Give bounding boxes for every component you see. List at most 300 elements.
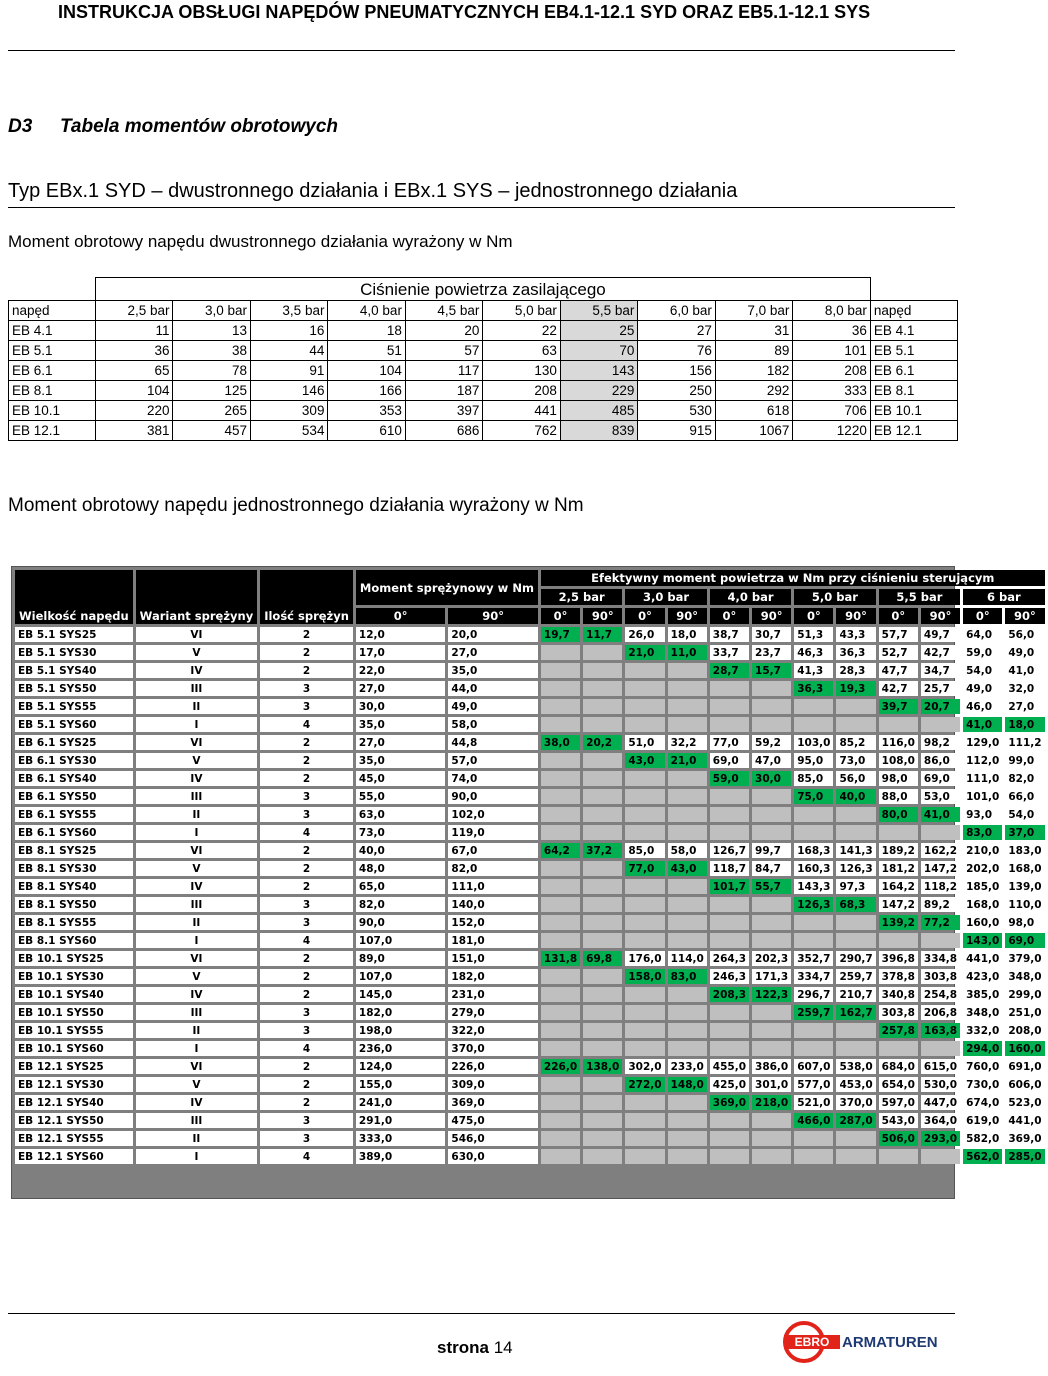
table-cell: 618 [715, 401, 792, 421]
table-cell: 31 [715, 321, 792, 341]
table-cell [794, 1041, 833, 1056]
table-cell: V [136, 753, 258, 768]
table-cell [541, 753, 580, 768]
table-cell: I [136, 1149, 258, 1164]
table-cell: 35,0 [356, 753, 446, 768]
table-cell: 38,7 [710, 627, 749, 642]
table-cell: 11,0 [668, 645, 707, 660]
table-cell: 82,0 [1005, 771, 1044, 786]
table-cell: 13 [173, 321, 250, 341]
page-number [437, 1338, 513, 1358]
table-cell [794, 699, 833, 714]
table-cell: EB 8.1 SYS60 [15, 933, 133, 948]
table-cell [710, 807, 749, 822]
table-cell: 163,8 [921, 1023, 960, 1038]
table-cell: 111,0 [448, 879, 538, 894]
table-cell: EB 10.1 SYS40 [15, 987, 133, 1002]
table2-angle-header: 90° [448, 608, 538, 624]
table1-header-cell: 4,0 bar [328, 301, 405, 321]
table-cell: III [136, 897, 258, 912]
table-cell: 49,7 [921, 627, 960, 642]
table1-header-cell: 3,5 bar [250, 301, 327, 321]
table-cell: EB 8.1 SYS50 [15, 897, 133, 912]
table-cell [794, 807, 833, 822]
table-cell: 182,0 [356, 1005, 446, 1020]
table-cell: 654,0 [879, 1077, 918, 1092]
table-cell [541, 1041, 580, 1056]
table-cell: 101,7 [710, 879, 749, 894]
table-cell: 75,0 [794, 789, 833, 804]
table1-header-cell: 5,0 bar [483, 301, 560, 321]
table-cell: 77,0 [625, 861, 664, 876]
table-cell: 40,0 [356, 843, 446, 858]
table-cell [836, 933, 875, 948]
table-cell [836, 915, 875, 930]
table-cell: 181,2 [879, 861, 918, 876]
table-cell: 302,0 [625, 1059, 664, 1074]
table-cell: EB 6.1 SYS55 [15, 807, 133, 822]
table-cell [752, 1131, 791, 1146]
table-cell [625, 699, 664, 714]
table-cell [625, 789, 664, 804]
table-cell: 45,0 [356, 771, 446, 786]
table-cell: 126,7 [710, 843, 749, 858]
table-cell: 143 [560, 361, 637, 381]
table-cell: 294,0 [963, 1041, 1002, 1056]
table-cell: 389,0 [356, 1149, 446, 1164]
table2-pressure-header: 4,0 bar [710, 589, 791, 605]
table-cell: 112,0 [963, 753, 1002, 768]
table-cell: 44 [250, 341, 327, 361]
table-cell [710, 1005, 749, 1020]
table-cell: 369,0 [448, 1095, 538, 1110]
table-cell: 88,0 [879, 789, 918, 804]
table-cell: 198,0 [356, 1023, 446, 1038]
table-cell: 226,0 [541, 1059, 580, 1074]
table1-header-cell: napęd [9, 301, 96, 321]
table-cell: IV [136, 771, 258, 786]
table-cell [668, 879, 707, 894]
table-cell: EB 10.1 SYS55 [15, 1023, 133, 1038]
table-cell [668, 1149, 707, 1164]
table-cell: 1067 [715, 421, 792, 441]
table-row [15, 951, 1045, 966]
table-cell: 44,8 [448, 735, 538, 750]
table-cell [921, 825, 960, 840]
header-divider [8, 50, 955, 51]
table-cell: 104 [328, 361, 405, 381]
table-cell [752, 789, 791, 804]
table2-pressure-header: 5,0 bar [794, 589, 875, 605]
table-cell: 447,0 [921, 1095, 960, 1110]
table-cell: 23,7 [752, 645, 791, 660]
table-cell: 208 [793, 361, 870, 381]
table-cell: 143,0 [963, 933, 1002, 948]
table-cell: 69,8 [583, 951, 622, 966]
table-cell: 107,0 [356, 933, 446, 948]
table-cell: 4 [260, 1041, 353, 1056]
table-cell: 607,0 [794, 1059, 833, 1074]
table1-header-cell: 4,5 bar [405, 301, 482, 321]
table-cell: V [136, 1077, 258, 1092]
table-cell: 119,0 [448, 825, 538, 840]
table-cell: I [136, 717, 258, 732]
table-cell [836, 1131, 875, 1146]
table-row [15, 735, 1045, 750]
table-cell: 182,0 [448, 969, 538, 984]
table-cell: II [136, 699, 258, 714]
table-cell: 3 [260, 1005, 353, 1020]
table-cell: EB 5.1 SYS25 [15, 627, 133, 642]
table-cell [710, 1131, 749, 1146]
table-cell [710, 825, 749, 840]
table-cell: 37,0 [1005, 825, 1044, 840]
table-cell: 369,0 [710, 1095, 749, 1110]
table-cell [583, 879, 622, 894]
table-cell: 160,3 [794, 861, 833, 876]
table-cell: EB 5.1 SYS30 [15, 645, 133, 660]
table-cell: 146 [250, 381, 327, 401]
table-cell: 220 [96, 401, 173, 421]
table-cell [541, 1113, 580, 1128]
table-cell: 97,3 [836, 879, 875, 894]
table2-angle-header: 0° [541, 608, 580, 624]
table-cell: 206,8 [921, 1005, 960, 1020]
table-cell [541, 699, 580, 714]
table-cell: 35,0 [356, 717, 446, 732]
table-cell: 43,3 [836, 627, 875, 642]
table2-angle-header: 90° [583, 608, 622, 624]
table-cell: 85,0 [794, 771, 833, 786]
table-cell [541, 789, 580, 804]
table-cell: 41,0 [963, 717, 1002, 732]
table-cell: 369,0 [1005, 1131, 1044, 1146]
table-cell: EB 12.1 SYS60 [15, 1149, 133, 1164]
table-cell: 290,7 [836, 951, 875, 966]
table-cell: 353 [328, 401, 405, 421]
table-cell: III [136, 789, 258, 804]
table-cell [625, 1113, 664, 1128]
table-cell: 35,0 [448, 663, 538, 678]
table-cell: 279,0 [448, 1005, 538, 1020]
table-cell: 2 [260, 627, 353, 642]
table-cell: 27,0 [356, 681, 446, 696]
table-cell: 386,0 [752, 1059, 791, 1074]
table-cell [668, 897, 707, 912]
table-cell: 47,0 [752, 753, 791, 768]
table-cell: 83,0 [963, 825, 1002, 840]
table-cell [710, 1149, 749, 1164]
table-cell [583, 969, 622, 984]
table-cell [583, 1131, 622, 1146]
table-cell: 126,3 [794, 897, 833, 912]
table-cell: 218,0 [752, 1095, 791, 1110]
table-cell: 42,7 [921, 645, 960, 660]
table-cell: 466,0 [794, 1113, 833, 1128]
table-cell: 19,3 [836, 681, 875, 696]
table-row [15, 1077, 1045, 1092]
table-cell [625, 771, 664, 786]
table-cell [710, 1023, 749, 1038]
table-cell: 506,0 [879, 1131, 918, 1146]
table-cell [921, 717, 960, 732]
table-cell: 185,0 [963, 879, 1002, 894]
table-cell [752, 699, 791, 714]
table-cell: 2 [260, 771, 353, 786]
table-cell: 107,0 [356, 969, 446, 984]
section-title: Tabela momentów obrotowych [60, 116, 338, 137]
table-cell: 55,7 [752, 879, 791, 894]
table-cell: 264,3 [710, 951, 749, 966]
table2-size-header: Wielkość napędu [15, 570, 133, 624]
table-cell: 59,0 [963, 645, 1002, 660]
table-cell: 51,3 [794, 627, 833, 642]
table-cell [541, 645, 580, 660]
table-cell: 168,3 [794, 843, 833, 858]
table-cell: 155,0 [356, 1077, 446, 1092]
table-cell [921, 1041, 960, 1056]
table-cell: 208,0 [1005, 1023, 1044, 1038]
table-cell: 176,0 [625, 951, 664, 966]
table-cell [668, 1095, 707, 1110]
table-cell: 37,2 [583, 843, 622, 858]
table-row [15, 771, 1045, 786]
table-cell [710, 681, 749, 696]
table-cell: 59,0 [710, 771, 749, 786]
table-row [15, 1149, 1045, 1164]
table-cell [794, 1131, 833, 1146]
table-cell: 18 [328, 321, 405, 341]
table-cell [583, 915, 622, 930]
table-cell: 103,0 [794, 735, 833, 750]
table-cell: 334,8 [921, 951, 960, 966]
table-row [15, 789, 1045, 804]
table-cell: EB 8.1 SYS30 [15, 861, 133, 876]
table-cell: 485 [560, 401, 637, 421]
table-row [9, 321, 958, 341]
table-cell [583, 753, 622, 768]
table-cell: EB 12.1 [870, 421, 957, 441]
table-cell: 619,0 [963, 1113, 1002, 1128]
table-cell: 309,0 [448, 1077, 538, 1092]
table-cell: 2 [260, 1077, 353, 1092]
table-cell [794, 915, 833, 930]
table-cell: 2 [260, 1095, 353, 1110]
table-cell: 582,0 [963, 1131, 1002, 1146]
table-cell: 322,0 [448, 1023, 538, 1038]
table-cell: 147,2 [879, 897, 918, 912]
table-cell [668, 1113, 707, 1128]
table-cell [541, 933, 580, 948]
table-cell: 25,7 [921, 681, 960, 696]
table-cell: 114,0 [668, 951, 707, 966]
table-cell [541, 969, 580, 984]
table-cell [541, 1149, 580, 1164]
table-cell [752, 1041, 791, 1056]
table-cell: 82,0 [448, 861, 538, 876]
table-cell [752, 717, 791, 732]
table-cell: 241,0 [356, 1095, 446, 1110]
table-cell: 44,0 [448, 681, 538, 696]
table-row [15, 825, 1045, 840]
type-line: Typ EBx.1 SYD – dwustronnego działania i EBx.1 SYS – jednostronnego działania [8, 180, 738, 202]
table-cell [541, 663, 580, 678]
table-cell: 58,0 [448, 717, 538, 732]
table-cell [668, 1131, 707, 1146]
table-cell: 89 [715, 341, 792, 361]
table-cell: 457 [173, 421, 250, 441]
table-cell: 530,0 [921, 1077, 960, 1092]
table-cell: 69,0 [921, 771, 960, 786]
table-cell: 208 [483, 381, 560, 401]
table2-angle-header: 90° [921, 608, 960, 624]
table-cell: 22,0 [356, 663, 446, 678]
table-cell: 49,0 [1005, 645, 1044, 660]
table-cell: 577,0 [794, 1077, 833, 1092]
table-cell: 73,0 [356, 825, 446, 840]
table-cell [625, 717, 664, 732]
table-cell: 259,7 [836, 969, 875, 984]
table-cell [836, 717, 875, 732]
table-cell: 76 [638, 341, 715, 361]
table-cell: 69,0 [710, 753, 749, 768]
table-cell: 423,0 [963, 969, 1002, 984]
table1-header-cell: napęd [870, 301, 957, 321]
table-cell [583, 717, 622, 732]
table-cell: III [136, 1005, 258, 1020]
table-cell: 208,3 [710, 987, 749, 1002]
table-cell: 56,0 [1005, 627, 1044, 642]
table-cell: 259,7 [794, 1005, 833, 1020]
table-cell: 3 [260, 681, 353, 696]
table-cell: 272,0 [625, 1077, 664, 1092]
table2-pressure-header: 2,5 bar [541, 589, 622, 605]
table-row [15, 1059, 1045, 1074]
table-cell: 11,7 [583, 627, 622, 642]
table-cell: VI [136, 735, 258, 750]
table-cell: 25 [560, 321, 637, 341]
table-cell: EB 6.1 [9, 361, 96, 381]
table-row [15, 915, 1045, 930]
table-cell [583, 1095, 622, 1110]
table-cell: 30,0 [356, 699, 446, 714]
table-cell: 379,0 [1005, 951, 1044, 966]
table-cell: 340,8 [879, 987, 918, 1002]
table-cell [668, 717, 707, 732]
table-cell: 36,3 [836, 645, 875, 660]
table-cell [583, 663, 622, 678]
table-cell: EB 12.1 SYS30 [15, 1077, 133, 1092]
table-cell: IV [136, 879, 258, 894]
table-cell [625, 933, 664, 948]
table-cell: 19,7 [541, 627, 580, 642]
table-cell: 15,7 [752, 663, 791, 678]
table-cell: EB 10.1 SYS60 [15, 1041, 133, 1056]
table-cell: 226,0 [448, 1059, 538, 1074]
table-cell: 36,3 [794, 681, 833, 696]
table-cell: 152,0 [448, 915, 538, 930]
table-cell: 333 [793, 381, 870, 401]
table1-header-cell: 5,5 bar [560, 301, 637, 321]
table-cell [625, 825, 664, 840]
table-cell: EB 5.1 [9, 341, 96, 361]
table-cell [541, 771, 580, 786]
table-cell [794, 717, 833, 732]
table-cell: 2 [260, 951, 353, 966]
table-cell [668, 825, 707, 840]
table-cell: 39,7 [879, 699, 918, 714]
table-cell: 143,3 [794, 879, 833, 894]
table-cell: 78 [173, 361, 250, 381]
table-cell: 233,0 [668, 1059, 707, 1074]
table-cell: 26,0 [625, 627, 664, 642]
table-cell: 56,0 [836, 771, 875, 786]
table2-angle-header: 90° [668, 608, 707, 624]
table-cell: 158,0 [625, 969, 664, 984]
table-cell [752, 897, 791, 912]
table-cell [836, 825, 875, 840]
table-cell: 55,0 [356, 789, 446, 804]
table-row [15, 1131, 1045, 1146]
table-cell [752, 681, 791, 696]
table-cell [668, 1005, 707, 1020]
table-cell [710, 789, 749, 804]
table1-header-cell: 2,5 bar [96, 301, 173, 321]
table-cell: 145,0 [356, 987, 446, 1002]
table-cell: VI [136, 843, 258, 858]
table2-effective-header: Efektywny moment powietrza w Nm przy ciśnieniu sterującym [541, 570, 1045, 586]
table2-pressure-header: 6 bar [963, 589, 1044, 605]
table-cell: 90,0 [356, 915, 446, 930]
table-cell: 597,0 [879, 1095, 918, 1110]
table-cell: 65,0 [356, 879, 446, 894]
table-cell: 291,0 [356, 1113, 446, 1128]
table-cell: EB 6.1 SYS40 [15, 771, 133, 786]
table-cell: 46,3 [794, 645, 833, 660]
table-cell: 257,8 [879, 1023, 918, 1038]
table-cell: V [136, 969, 258, 984]
table-cell [541, 825, 580, 840]
table-cell [583, 1077, 622, 1092]
table-cell: EB 5.1 SYS60 [15, 717, 133, 732]
table-cell: 83,0 [668, 969, 707, 984]
table-row [9, 381, 958, 401]
table-cell: 160,0 [1005, 1041, 1044, 1056]
table-cell [668, 987, 707, 1002]
table-cell: 236,0 [356, 1041, 446, 1056]
table-cell: 20 [405, 321, 482, 341]
table-cell [625, 1149, 664, 1164]
table-cell: 4 [260, 825, 353, 840]
table-cell [583, 1113, 622, 1128]
table-row [9, 401, 958, 421]
table-cell: EB 6.1 SYS30 [15, 753, 133, 768]
table-cell: 166 [328, 381, 405, 401]
table-cell: 54,0 [963, 663, 1002, 678]
table-cell: 187 [405, 381, 482, 401]
table-cell: VI [136, 951, 258, 966]
table-cell [625, 663, 664, 678]
table-cell: 130 [483, 361, 560, 381]
table-row [15, 663, 1045, 678]
table-cell: 3 [260, 1023, 353, 1038]
table-cell [668, 933, 707, 948]
table-cell: 543,0 [879, 1113, 918, 1128]
table-cell: 32,0 [1005, 681, 1044, 696]
table-cell [710, 933, 749, 948]
table-cell: 141,3 [836, 843, 875, 858]
table-cell: 686 [405, 421, 482, 441]
